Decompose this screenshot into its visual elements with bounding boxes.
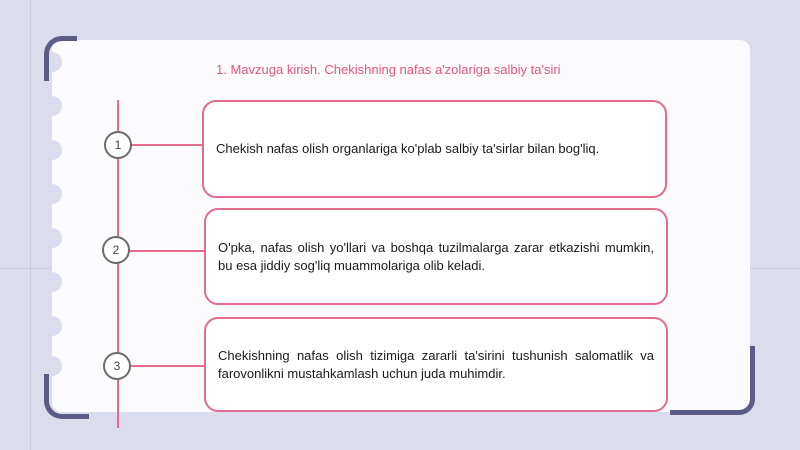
binder-hole [42, 140, 62, 160]
connector-line [131, 144, 203, 146]
step-text-1: Chekish nafas olish organlariga ko'plab salbiy ta'sirlar bilan bog'liq. [216, 141, 600, 156]
binder-hole [42, 184, 62, 204]
step-box-3 [204, 317, 668, 412]
step-box-2 [204, 208, 668, 305]
binder-hole [42, 316, 62, 336]
frame-corner-bottom-left [44, 374, 89, 419]
binder-hole [42, 272, 62, 292]
step-number-1: 1 [104, 131, 132, 159]
binder-hole [42, 228, 62, 248]
step-number-3: 3 [103, 352, 131, 380]
connector-line [130, 250, 205, 252]
connector-line [130, 365, 205, 367]
frame-corner-bottom-right [670, 346, 755, 415]
background-grid-line [30, 0, 31, 450]
step-number-2: 2 [102, 236, 130, 264]
binder-hole [42, 96, 62, 116]
slide-title: 1. Mavzuga kirish. Chekishning nafas a'zolariga salbiy ta'siri [216, 62, 561, 77]
binder-hole [42, 356, 62, 376]
step-text-3: Chekishning nafas olish tizimiga zararli ta'sirini tushunish salomatlik va farovonlikni mustahkamlash uchun juda muhimdir. [218, 347, 654, 381]
step-text-2: O'pka, nafas olish yo'llari va boshqa tuzilmalarga zarar etkazishi mumkin, bu esa jiddiy sog'liq muammolariga olib keladi. [218, 239, 654, 273]
step-box-1 [202, 100, 667, 198]
frame-corner-top-left [44, 36, 77, 81]
